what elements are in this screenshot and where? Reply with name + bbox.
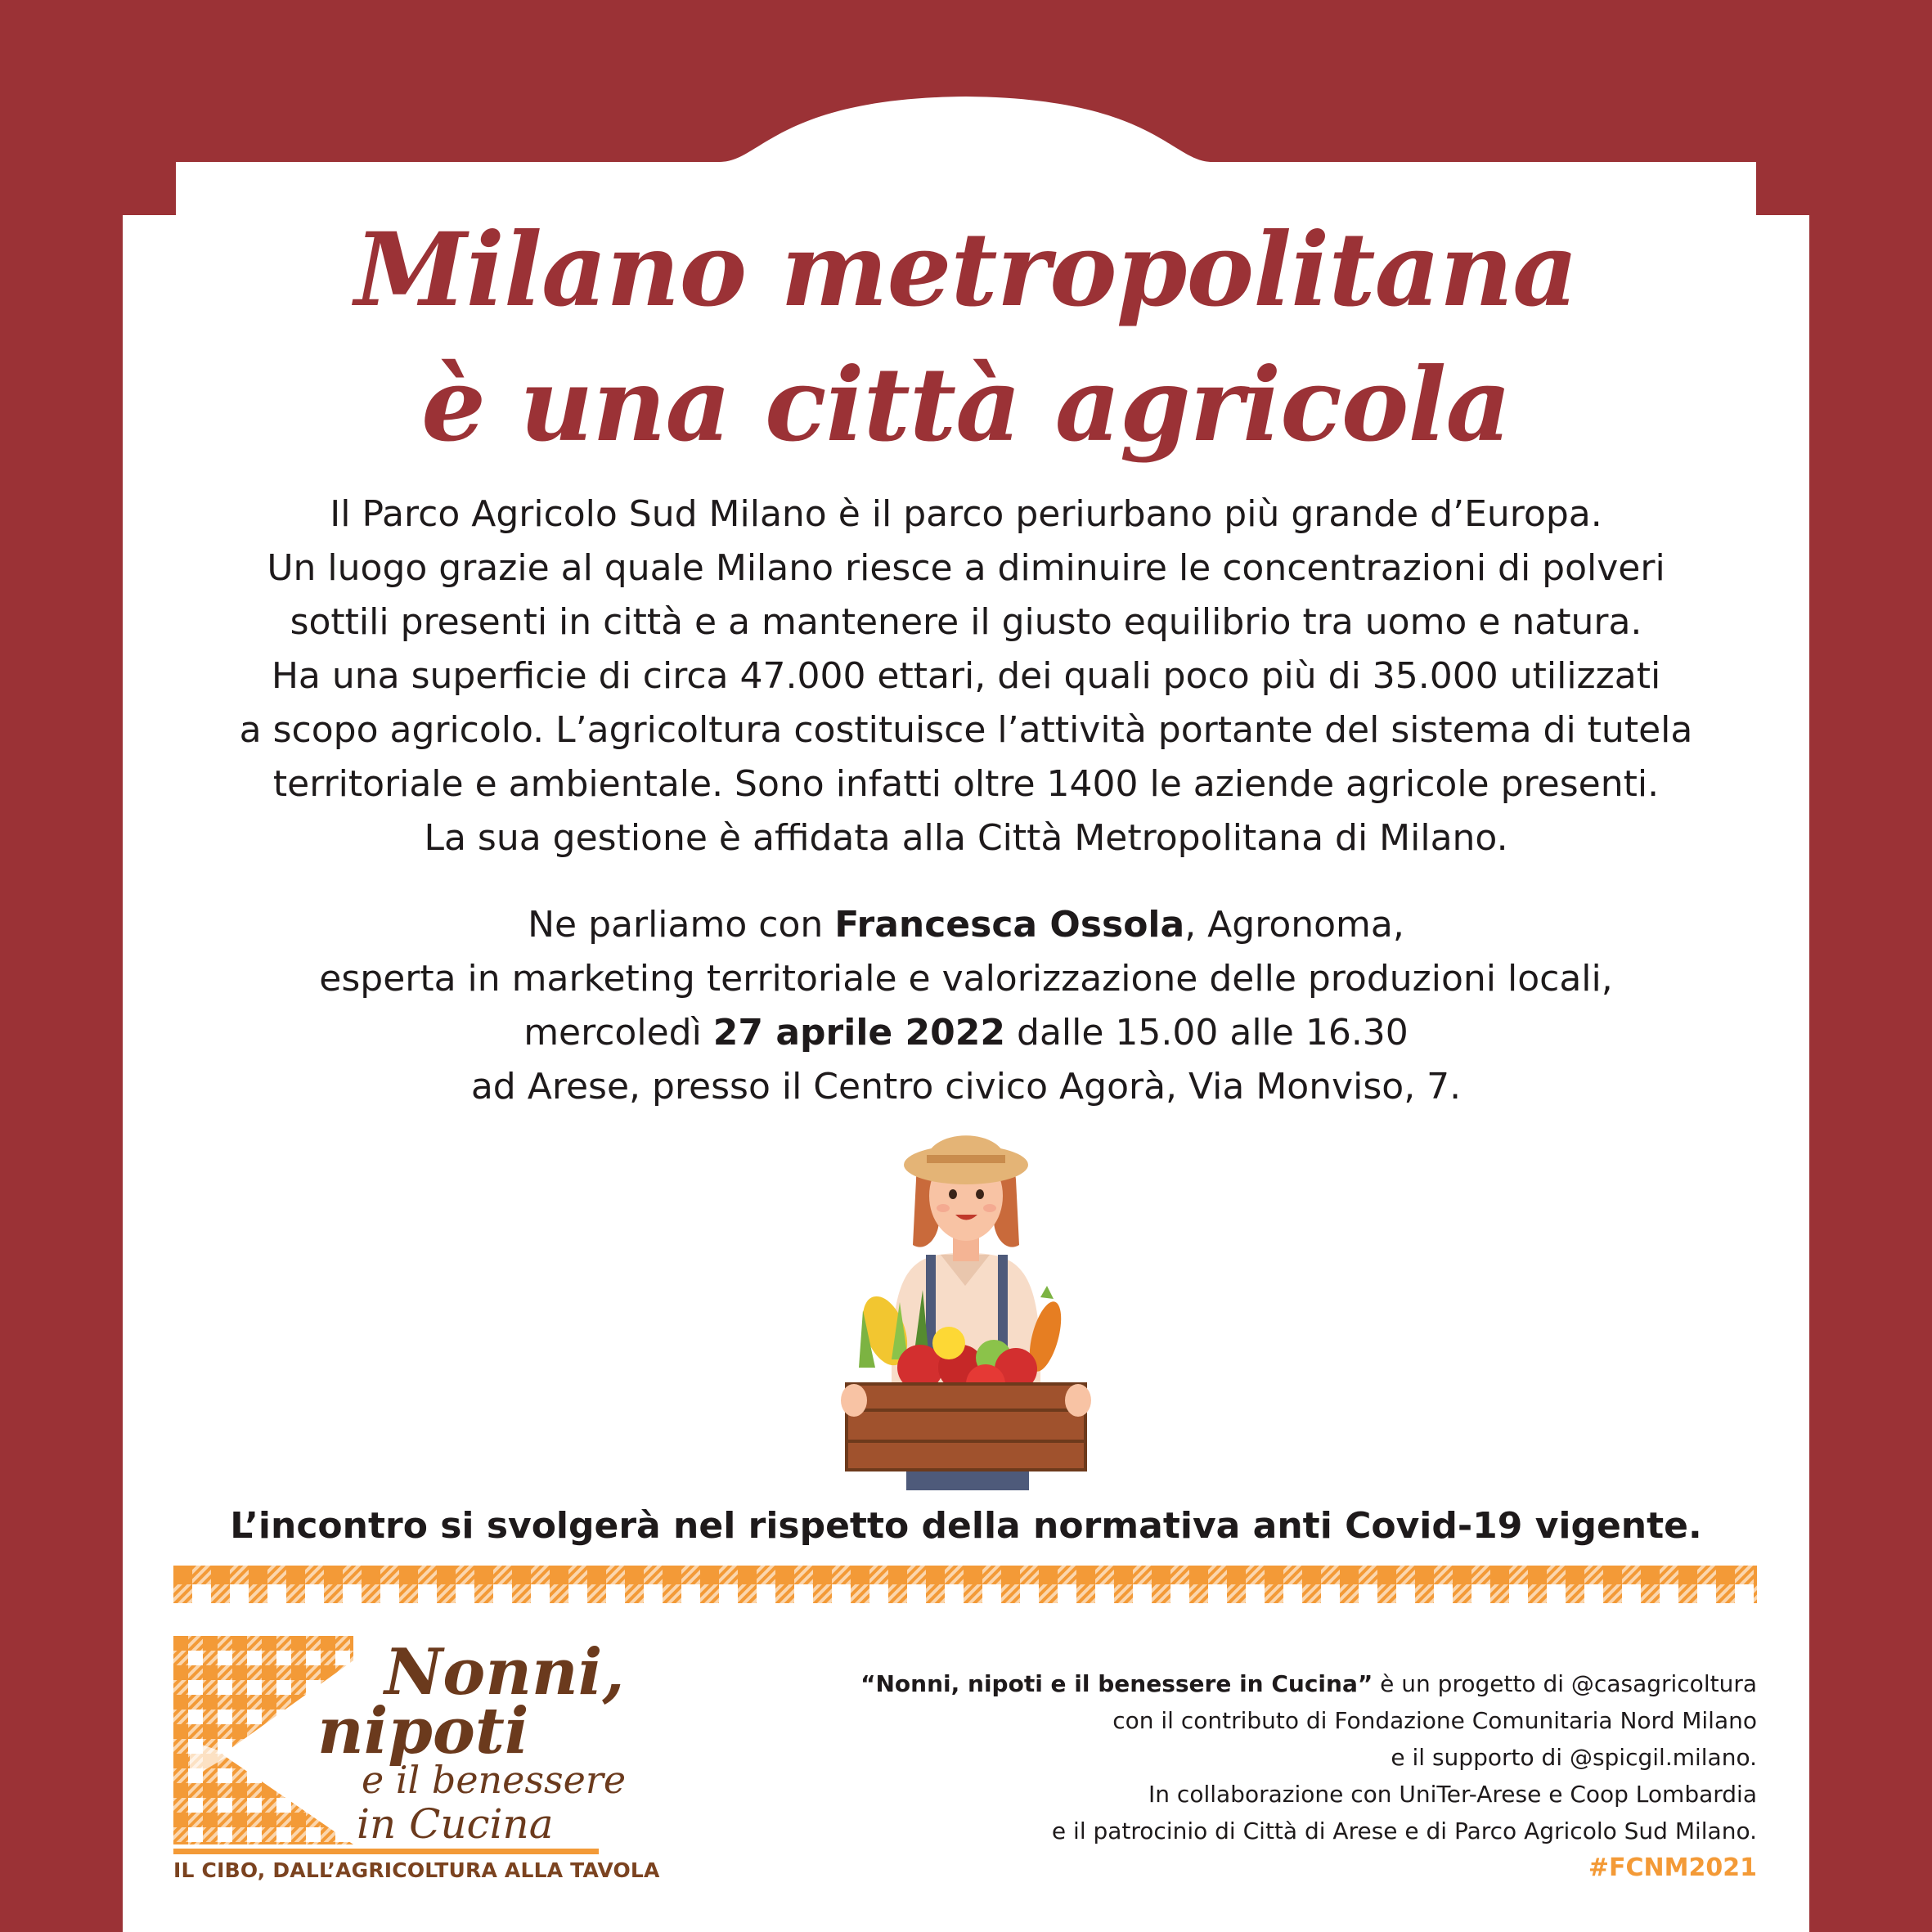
event-line-1	[0, 898, 1932, 952]
poster-title-line-2: è una città agricola	[421, 346, 1511, 465]
logo-title-line-1: Nonni,	[384, 1635, 625, 1710]
credits-line-3: e il supporto di @spicgil.milano.	[1391, 1744, 1757, 1771]
intro-line: a scopo agricolo. L’agricoltura costituisce l’attività portante del sistema di tutela	[239, 709, 1693, 751]
intro-line: La sua gestione è affidata alla Città Metropolitana di Milano.	[424, 817, 1508, 859]
credits-line-2: con il contributo di Fondazione Comunitaria Nord Milano	[1112, 1707, 1757, 1734]
logo-rule	[173, 1849, 599, 1854]
intro-line: territoriale e ambientale. Sono infatti oltre 1400 le aziende agricole presenti.	[272, 763, 1660, 805]
credits-promoter: è un progetto di @casagricoltura	[1373, 1670, 1757, 1697]
credits-line-4: In collaborazione con UniTer-Arese e Coop Lombardia	[1148, 1781, 1757, 1808]
event-location: ad Arese, presso il Centro civico Agorà, Via Monviso, 7.	[470, 1066, 1462, 1108]
intro-paragraph	[0, 487, 1932, 865]
event-weekday: mercoledì	[523, 1012, 713, 1054]
event-line-2: esperta in marketing territoriale e valorizzazione delle produzioni locali,	[319, 958, 1613, 1000]
credits-block	[860, 1665, 1757, 1886]
credits-line-1	[860, 1665, 1757, 1702]
event-intro-text: Ne parliamo con	[528, 904, 835, 946]
event-paragraph	[0, 898, 1932, 1114]
intro-line: Un luogo grazie al quale Milano riesce a diminuire le concentrazioni di polveri	[267, 547, 1665, 589]
intro-line: Il Parco Agricolo Sud Milano è il parco periurbano più grande d’Europa.	[330, 493, 1602, 535]
intro-line: sottili presenti in città e a mantenere il giusto equilibrio tra uomo e natura.	[290, 601, 1642, 643]
event-time: dalle 15.00 alle 16.30	[1005, 1012, 1409, 1054]
logo-title-line-2: nipoti	[317, 1694, 529, 1768]
logo-title-line-4: in Cucina	[357, 1800, 554, 1848]
event-date: 27 aprile 2022	[712, 1012, 1006, 1054]
poster-title-line-1: Milano metropolitana	[354, 211, 1578, 330]
gingham-check-band	[173, 1566, 1757, 1603]
hashtag: #FCNM2021	[1588, 1853, 1757, 1882]
project-name: “Nonni, nipoti e il benessere in Cucina”	[860, 1670, 1373, 1697]
intro-line: Ha una superficie di circa 47.000 ettari, dei quali poco più di 35.000 utilizzati	[271, 655, 1661, 697]
logo-tagline: IL CIBO, DALL’AGRICOLTURA ALLA TAVOLA	[173, 1858, 660, 1882]
credits-line-5: e il patrocinio di Città di Arese e di Parco Agricolo Sud Milano.	[1051, 1817, 1757, 1844]
speaker-name: Francesca Ossola	[834, 904, 1185, 946]
logo-title-line-3: e il benessere	[362, 1758, 627, 1802]
covid-notice: L’incontro si svolgerà nel rispetto della normativa anti Covid-19 vigente.	[230, 1505, 1702, 1547]
farmer-woman-with-vegetable-crate-icon	[826, 1122, 1104, 1490]
event-line-3	[0, 1006, 1932, 1060]
speaker-role: , Agronoma,	[1184, 904, 1404, 946]
